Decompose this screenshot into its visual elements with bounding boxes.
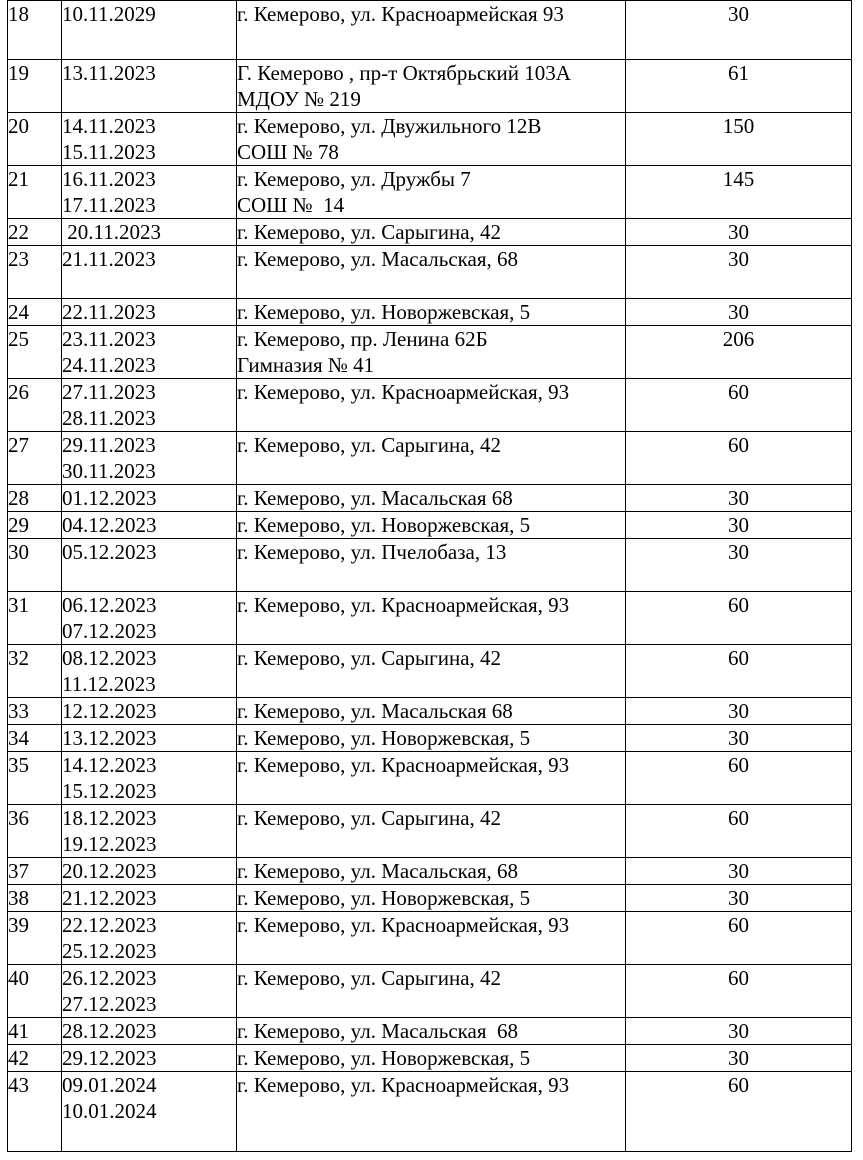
address-text: г. Кемерово, ул. Новоржевская, 5 (237, 300, 531, 324)
date-text: 13.12.2023 (62, 726, 157, 750)
date-text: 22.12.2023 (62, 913, 157, 937)
date-text: 12.12.2023 (62, 699, 157, 723)
count-cell (626, 912, 852, 965)
address-text: г. Кемерово, ул. Масальская 68 (237, 1019, 519, 1043)
count-cell (626, 539, 852, 592)
date-cell (62, 539, 237, 592)
date-text: 14.12.2023 (62, 753, 157, 777)
count-text: 30 (728, 699, 749, 723)
address-cell (237, 592, 626, 645)
date-text: 27.11.2023 (62, 380, 156, 404)
address-text: г. Кемерово, ул. Красноармейская, 93 (237, 753, 570, 777)
address-cell (237, 805, 626, 858)
row-number-cell (8, 113, 62, 166)
count-cell (626, 485, 852, 512)
row-number-cell (8, 1045, 62, 1072)
count-cell (626, 1072, 852, 1152)
address-cell (237, 485, 626, 512)
count-cell (626, 725, 852, 752)
date-cell (62, 645, 237, 698)
address-cell (237, 379, 626, 432)
count-text: 61 (728, 61, 749, 85)
date-text: 24.11.2023 (62, 353, 156, 377)
count-cell (626, 698, 852, 725)
address-text: г. Кемерово, пр. Ленина 62Б (237, 327, 488, 351)
date-cell (62, 379, 237, 432)
date-text: 19.12.2023 (62, 832, 157, 856)
count-text: 30 (728, 886, 749, 910)
table-row (8, 965, 852, 1018)
row-number-cell (8, 1018, 62, 1045)
count-cell (626, 752, 852, 805)
date-cell (62, 326, 237, 379)
row-number: 32 (8, 646, 29, 670)
date-text: 27.12.2023 (62, 992, 157, 1016)
address-cell (237, 965, 626, 1018)
address-cell (237, 645, 626, 698)
address-text: г. Кемерово, ул. Красноармейская, 93 (237, 380, 570, 404)
row-number: 40 (8, 966, 29, 990)
count-text: 30 (728, 540, 749, 564)
address-cell (237, 246, 626, 299)
address-text: г. Кемерово, ул. Масальская, 68 (237, 247, 519, 271)
address-cell (237, 858, 626, 885)
count-cell (626, 1045, 852, 1072)
address-text: г. Кемерово, ул. Пчелобаза, 13 (237, 540, 507, 564)
schedule-table (7, 0, 852, 1152)
address-text: Г. Кемерово , пр-т Октябрьский 103А (237, 61, 571, 85)
row-number-cell (8, 539, 62, 592)
date-text: 04.12.2023 (62, 513, 157, 537)
address-cell (237, 1, 626, 60)
address-cell (237, 326, 626, 379)
table-row (8, 885, 852, 912)
address-cell (237, 912, 626, 965)
date-cell (62, 725, 237, 752)
row-number-cell (8, 1, 62, 60)
count-cell (626, 512, 852, 539)
date-text: 21.11.2023 (62, 247, 156, 271)
count-text: 30 (728, 859, 749, 883)
row-number-cell (8, 379, 62, 432)
address-cell (237, 752, 626, 805)
date-text: 10.01.2024 (62, 1099, 157, 1123)
address-text: г. Кемерово, ул. Новоржевская, 5 (237, 1046, 531, 1070)
date-text: 29.11.2023 (62, 433, 156, 457)
table-row (8, 1072, 852, 1152)
address-text: г. Кемерово, ул. Сарыгина, 42 (237, 966, 502, 990)
row-number: 30 (8, 540, 29, 564)
row-number-cell (8, 219, 62, 246)
address-text: СОШ № 78 (237, 140, 339, 164)
date-text: 08.12.2023 (62, 646, 157, 670)
date-text: 29.12.2023 (62, 1046, 157, 1070)
count-cell (626, 965, 852, 1018)
address-cell (237, 1072, 626, 1152)
address-text: Гимназия № 41 (237, 353, 375, 377)
address-text: г. Кемерово, ул. Красноармейская 93 (237, 2, 564, 26)
row-number-cell (8, 432, 62, 485)
row-number-cell (8, 698, 62, 725)
row-number-cell (8, 592, 62, 645)
count-cell (626, 60, 852, 113)
count-text: 145 (722, 167, 755, 191)
date-cell (62, 219, 237, 246)
table-row (8, 299, 852, 326)
row-number: 21 (8, 167, 29, 191)
count-text: 60 (728, 433, 749, 457)
count-text: 30 (728, 2, 749, 26)
schedule-body (8, 1, 852, 1152)
table-row (8, 379, 852, 432)
count-text: 60 (728, 380, 749, 404)
count-text: 60 (728, 1073, 749, 1097)
row-number-cell (8, 805, 62, 858)
date-text: 11.12.2023 (62, 672, 156, 696)
row-number: 35 (8, 753, 29, 777)
row-number: 22 (8, 220, 29, 244)
date-cell (62, 592, 237, 645)
date-cell (62, 432, 237, 485)
date-cell (62, 485, 237, 512)
date-text: 22.11.2023 (62, 300, 156, 324)
address-cell (237, 725, 626, 752)
row-number-cell (8, 166, 62, 219)
count-text: 30 (728, 300, 749, 324)
date-cell (62, 1045, 237, 1072)
date-cell (62, 752, 237, 805)
address-text: г. Кемерово, ул. Масальская 68 (237, 486, 513, 510)
row-number-cell (8, 858, 62, 885)
address-text: СОШ № 14 (237, 193, 345, 217)
row-number: 36 (8, 806, 29, 830)
date-text: 01.12.2023 (62, 486, 157, 510)
count-text: 30 (728, 513, 749, 537)
date-cell (62, 912, 237, 965)
row-number: 33 (8, 699, 29, 723)
address-text: г. Кемерово, ул. Сарыгина, 42 (237, 433, 502, 457)
table-row (8, 1018, 852, 1045)
address-cell (237, 113, 626, 166)
row-number: 34 (8, 726, 29, 750)
address-cell (237, 432, 626, 485)
row-number: 41 (8, 1019, 29, 1043)
date-text: 28.12.2023 (62, 1019, 157, 1043)
count-cell (626, 113, 852, 166)
address-cell (237, 698, 626, 725)
row-number-cell (8, 885, 62, 912)
address-text: г. Кемерово, ул. Новоржевская, 5 (237, 886, 531, 910)
count-cell (626, 858, 852, 885)
row-number: 27 (8, 433, 29, 457)
address-cell (237, 1045, 626, 1072)
address-text: МДОУ № 219 (237, 87, 361, 111)
count-text: 30 (728, 1019, 749, 1043)
row-number: 37 (8, 859, 29, 883)
row-number-cell (8, 912, 62, 965)
row-number: 26 (8, 380, 29, 404)
date-cell (62, 1018, 237, 1045)
date-cell (62, 858, 237, 885)
count-text: 206 (722, 327, 755, 351)
date-cell (62, 965, 237, 1018)
table-row (8, 166, 852, 219)
count-cell (626, 166, 852, 219)
count-text: 60 (728, 966, 749, 990)
row-number: 24 (8, 300, 29, 324)
date-text: 16.11.2023 (62, 167, 156, 191)
date-text: 20.11.2023 (62, 220, 161, 244)
table-row (8, 539, 852, 592)
count-cell (626, 1, 852, 60)
address-cell (237, 60, 626, 113)
row-number: 19 (8, 61, 29, 85)
count-text: 150 (722, 114, 755, 138)
date-cell (62, 299, 237, 326)
date-cell (62, 885, 237, 912)
count-cell (626, 379, 852, 432)
row-number: 38 (8, 886, 29, 910)
address-cell (237, 512, 626, 539)
count-cell (626, 326, 852, 379)
count-cell (626, 592, 852, 645)
table-row (8, 752, 852, 805)
table-row (8, 326, 852, 379)
table-row (8, 805, 852, 858)
count-text: 30 (728, 247, 749, 271)
count-text: 30 (728, 486, 749, 510)
table-row (8, 912, 852, 965)
date-cell (62, 1072, 237, 1152)
row-number-cell (8, 246, 62, 299)
address-text: г. Кемерово, ул. Сарыгина, 42 (237, 646, 502, 670)
date-text: 10.11.2029 (62, 2, 156, 26)
row-number-cell (8, 60, 62, 113)
address-text: г. Кемерово, ул. Новоржевская, 5 (237, 513, 531, 537)
date-cell (62, 60, 237, 113)
row-number: 39 (8, 913, 29, 937)
address-cell (237, 299, 626, 326)
row-number: 42 (8, 1046, 29, 1070)
address-text: г. Кемерово, ул. Сарыгина, 42 (237, 806, 502, 830)
date-cell (62, 246, 237, 299)
row-number: 31 (8, 593, 29, 617)
count-cell (626, 299, 852, 326)
table-row (8, 725, 852, 752)
address-cell (237, 1018, 626, 1045)
table-row (8, 219, 852, 246)
row-number-cell (8, 725, 62, 752)
table-row (8, 1045, 852, 1072)
row-number: 28 (8, 486, 29, 510)
table-row (8, 485, 852, 512)
date-text: 13.11.2023 (62, 61, 156, 85)
count-text: 60 (728, 646, 749, 670)
row-number-cell (8, 965, 62, 1018)
table-row (8, 858, 852, 885)
address-text: г. Кемерово, ул. Дружбы 7 (237, 167, 471, 191)
count-cell (626, 432, 852, 485)
count-cell (626, 1018, 852, 1045)
row-number-cell (8, 645, 62, 698)
count-cell (626, 805, 852, 858)
date-text: 25.12.2023 (62, 939, 157, 963)
address-cell (237, 219, 626, 246)
count-text: 30 (728, 220, 749, 244)
table-row (8, 512, 852, 539)
date-text: 30.11.2023 (62, 459, 156, 483)
row-number-cell (8, 1072, 62, 1152)
row-number: 25 (8, 327, 29, 351)
row-number-cell (8, 326, 62, 379)
row-number: 20 (8, 114, 29, 138)
row-number: 18 (8, 2, 29, 26)
row-number: 43 (8, 1073, 29, 1097)
row-number-cell (8, 485, 62, 512)
table-row (8, 592, 852, 645)
count-cell (626, 219, 852, 246)
date-text: 28.11.2023 (62, 406, 156, 430)
date-text: 26.12.2023 (62, 966, 157, 990)
count-text: 30 (728, 726, 749, 750)
count-text: 60 (728, 913, 749, 937)
address-text: г. Кемерово, ул. Сарыгина, 42 (237, 220, 502, 244)
date-text: 15.11.2023 (62, 140, 156, 164)
row-number-cell (8, 299, 62, 326)
date-text: 17.11.2023 (62, 193, 156, 217)
table-row (8, 113, 852, 166)
count-text: 60 (728, 593, 749, 617)
count-text: 60 (728, 806, 749, 830)
date-text: 09.01.2024 (62, 1073, 157, 1097)
address-text: г. Кемерово, ул. Новоржевская, 5 (237, 726, 531, 750)
address-cell (237, 166, 626, 219)
table-row (8, 645, 852, 698)
date-cell (62, 1, 237, 60)
count-cell (626, 246, 852, 299)
date-text: 15.12.2023 (62, 779, 157, 803)
date-cell (62, 166, 237, 219)
date-text: 23.11.2023 (62, 327, 156, 351)
date-text: 06.12.2023 (62, 593, 157, 617)
row-number: 23 (8, 247, 29, 271)
address-cell (237, 539, 626, 592)
row-number-cell (8, 512, 62, 539)
date-cell (62, 113, 237, 166)
date-text: 20.12.2023 (62, 859, 157, 883)
address-text: г. Кемерово, ул. Масальская, 68 (237, 859, 519, 883)
date-text: 05.12.2023 (62, 540, 157, 564)
table-row (8, 698, 852, 725)
date-text: 14.11.2023 (62, 114, 156, 138)
address-text: г. Кемерово, ул. Красноармейская, 93 (237, 1073, 570, 1097)
row-number-cell (8, 752, 62, 805)
date-text: 07.12.2023 (62, 619, 157, 643)
count-text: 60 (728, 753, 749, 777)
count-text: 30 (728, 1046, 749, 1070)
row-number: 29 (8, 513, 29, 537)
address-text: г. Кемерово, ул. Красноармейская, 93 (237, 593, 570, 617)
date-cell (62, 512, 237, 539)
table-row (8, 1, 852, 60)
date-cell (62, 805, 237, 858)
address-text: г. Кемерово, ул. Масальская 68 (237, 699, 513, 723)
address-text: г. Кемерово, ул. Красноармейская, 93 (237, 913, 570, 937)
date-text: 18.12.2023 (62, 806, 157, 830)
table-row (8, 246, 852, 299)
table-row (8, 60, 852, 113)
address-cell (237, 885, 626, 912)
table-row (8, 432, 852, 485)
count-cell (626, 645, 852, 698)
count-cell (626, 885, 852, 912)
address-text: г. Кемерово, ул. Двужильного 12В (237, 114, 542, 138)
date-text: 21.12.2023 (62, 886, 157, 910)
date-cell (62, 698, 237, 725)
